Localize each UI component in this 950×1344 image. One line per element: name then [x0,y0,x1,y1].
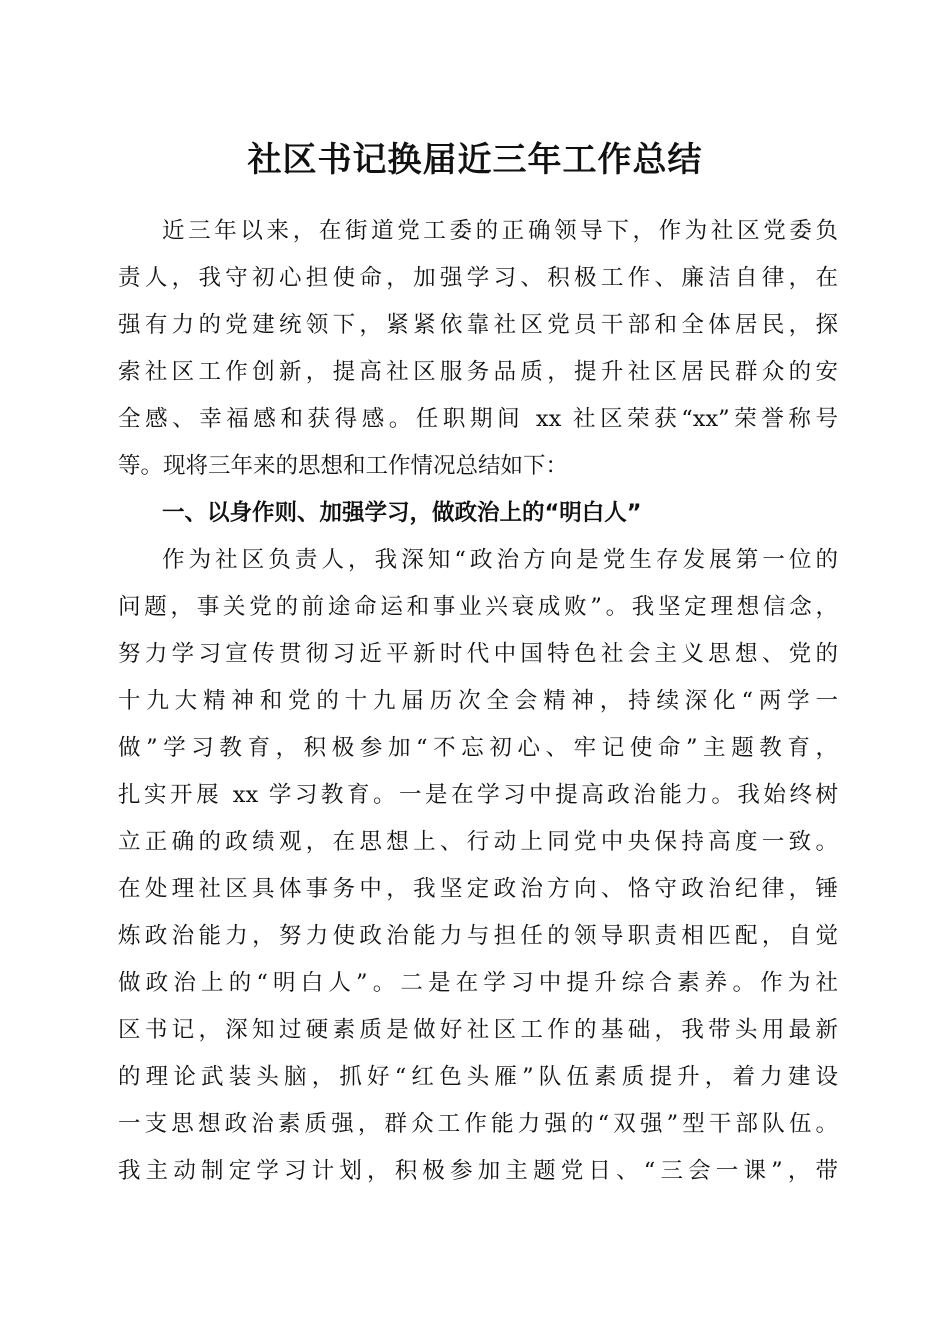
paragraph-2-line: 努力学习宣传贯彻习近平新时代中国特色社会主义思想、党的 [118,641,838,667]
paragraph-2-line: 在处理社区具体事务中，我坚定政治方向、恪守政治纪律，锤 [118,876,838,902]
paragraph-2-line: 立正确的政绩观，在思想上、行动上同党中央保持高度一致。 [118,829,838,855]
paragraph-2-line: 我主动制定学习计划，积极参加主题党日、“三会一课”，带 [118,1158,838,1184]
paragraph-1-line: 索社区工作创新，提高社区服务品质，提升社区居民群众的安 [118,359,838,385]
paragraph-2-line: 十九大精神和党的十九届历次全会精神，持续深化“两学一 [118,688,838,714]
paragraph-1-line: 近三年以来，在街道党工委的正确领导下，作为社区党委负 [162,218,838,244]
paragraph-2-line: 区书记，深知过硬素质是做好社区工作的基础，我带头用最新 [118,1017,838,1043]
paragraph-2-line: 作为社区负责人，我深知“政治方向是党生存发展第一位的 [162,547,838,573]
document-body [118,208,838,1195]
paragraph-2-line: 做政治上的“明白人”。二是在学习中提升综合素养。作为社 [118,970,838,996]
document-title: 社区书记换届近三年工作总结 [247,140,703,180]
paragraph-2-line: 炼政治能力，努力使政治能力与担任的领导职责相匹配，自觉 [118,923,838,949]
section-1-heading: 一、以身作则、加强学习，做政治上的“明白人” [162,500,642,526]
paragraph-2-line: 问题，事关党的前途命运和事业兴衰成败”。我坚定理想信念， [118,594,838,620]
paragraph-2-line: 一支思想政治素质强，群众工作能力强的“双强”型干部队伍。 [118,1111,838,1137]
paragraph-1-line: 责人，我守初心担使命，加强学习、积极工作、廉洁自律，在 [118,265,838,291]
paragraph-1-line: 全感、幸福感和获得感。任职期间 xx 社区荣获“xx”荣誉称号 [118,406,838,432]
paragraph-2-line: 做”学习教育，积极参加“不忘初心、牢记使命”主题教育， [118,735,838,761]
paragraph-2-line: 扎实开展 xx 学习教育。一是在学习中提高政治能力。我始终树 [118,782,838,808]
paragraph-1-line: 强有力的党建统领下，紧紧依靠社区党员干部和全体居民，探 [118,312,838,338]
paragraph-1-line: 等。现将三年来的思想和工作情况总结如下： [118,453,569,479]
paragraph-2-line: 的理论武装头脑，抓好“红色头雁”队伍素质提升，着力建设 [118,1064,838,1090]
